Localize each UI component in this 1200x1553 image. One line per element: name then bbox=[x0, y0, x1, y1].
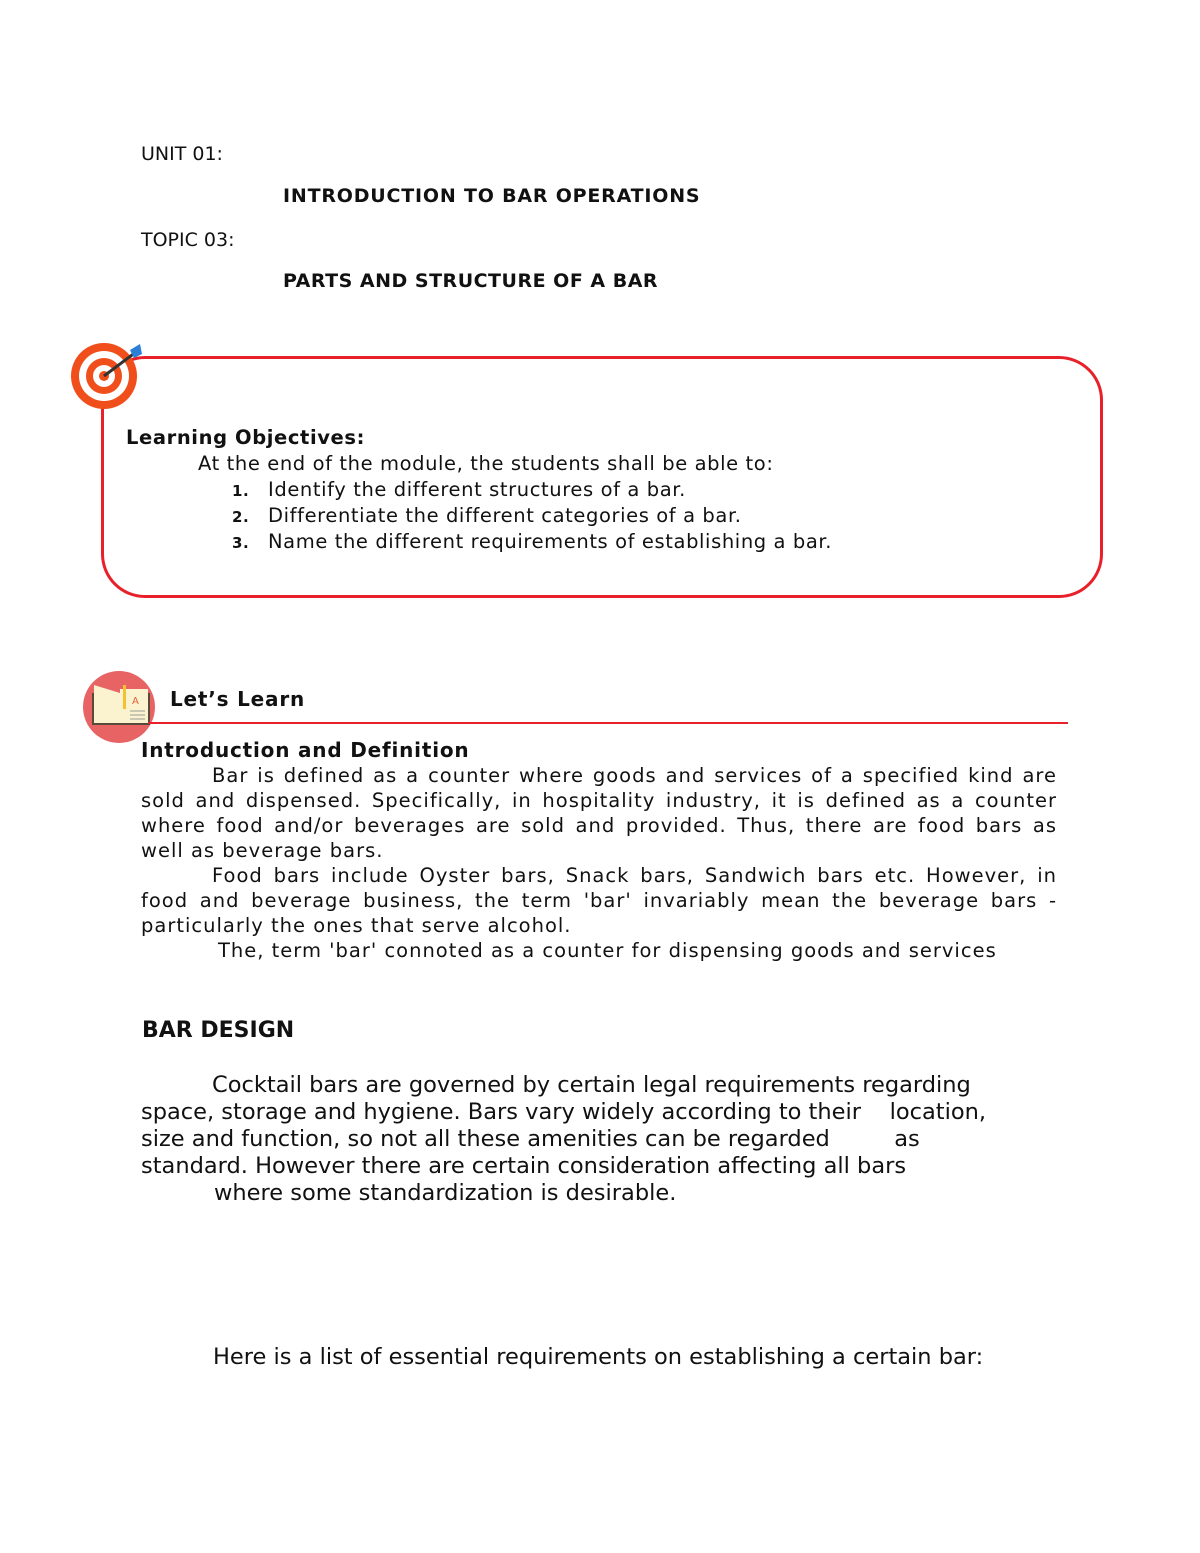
bar-design-paragraph bbox=[141, 1072, 1021, 1207]
section-divider bbox=[148, 722, 1068, 724]
book-icon bbox=[80, 671, 160, 743]
intro-subheading: Introduction and Definition bbox=[141, 738, 470, 762]
lets-learn-heading: Let’s Learn bbox=[170, 687, 306, 711]
objectives-list bbox=[232, 478, 832, 556]
bar-design-heading: BAR DESIGN bbox=[142, 1018, 295, 1043]
paragraph-line: where some standardization is desirable. bbox=[214, 1180, 677, 1206]
item-text: Name the different requirements of establishing a bar. bbox=[268, 530, 833, 553]
objectives-intro: At the end of the module, the students shall be able to: bbox=[198, 452, 774, 475]
topic-title: PARTS AND STRUCTURE OF A BAR bbox=[283, 270, 659, 292]
item-number: 3. bbox=[232, 534, 250, 552]
item-number: 1. bbox=[232, 482, 250, 500]
definition-paragraph-1: Bar is defined as a counter where goods and services of a specified kind are sold and dispensed. Specifically, in hospitality industry, it is defined as a counter where food and/or beverages are sold and provided. Thus, there are food bars as well as beverage bars. bbox=[141, 764, 1057, 862]
definition-paragraph-3: The, term 'bar' connoted as a counter for dispensing goods and services bbox=[218, 939, 997, 962]
requirements-intro: Here is a list of essential requirements on establishing a certain bar: bbox=[213, 1344, 984, 1370]
objective-item bbox=[232, 530, 832, 556]
item-number: 2. bbox=[232, 508, 250, 526]
item-text: Differentiate the different categories of a bar. bbox=[268, 504, 742, 527]
objective-item bbox=[232, 478, 832, 504]
definition-paragraph-2: Food bars include Oyster bars, Snack bars, Sandwich bars etc. However, in food and beverage business, the term 'bar' invariably mean the beverage bars - particularly the ones that serve alcohol. bbox=[141, 864, 1057, 937]
paragraph-line: Cocktail bars are governed by certain legal requirements regarding bbox=[212, 1072, 971, 1098]
paragraph-line: space, storage and hygiene. Bars vary widely according to their location, bbox=[141, 1099, 987, 1125]
objective-item bbox=[232, 504, 832, 530]
target-icon bbox=[62, 342, 148, 410]
objectives-heading: Learning Objectives: bbox=[126, 426, 365, 449]
learning-objectives-box bbox=[101, 356, 1103, 598]
paragraph-line: size and function, so not all these amenities can be regarded as bbox=[141, 1126, 920, 1152]
paragraph-line: standard. However there are certain consideration affecting all bars bbox=[141, 1153, 907, 1179]
svg-text:A: A bbox=[132, 696, 139, 707]
unit-title: INTRODUCTION TO BAR OPERATIONS bbox=[283, 185, 701, 207]
unit-label: UNIT 01: bbox=[141, 143, 223, 165]
item-text: Identify the different structures of a bar. bbox=[268, 478, 686, 501]
topic-label: TOPIC 03: bbox=[141, 229, 235, 251]
